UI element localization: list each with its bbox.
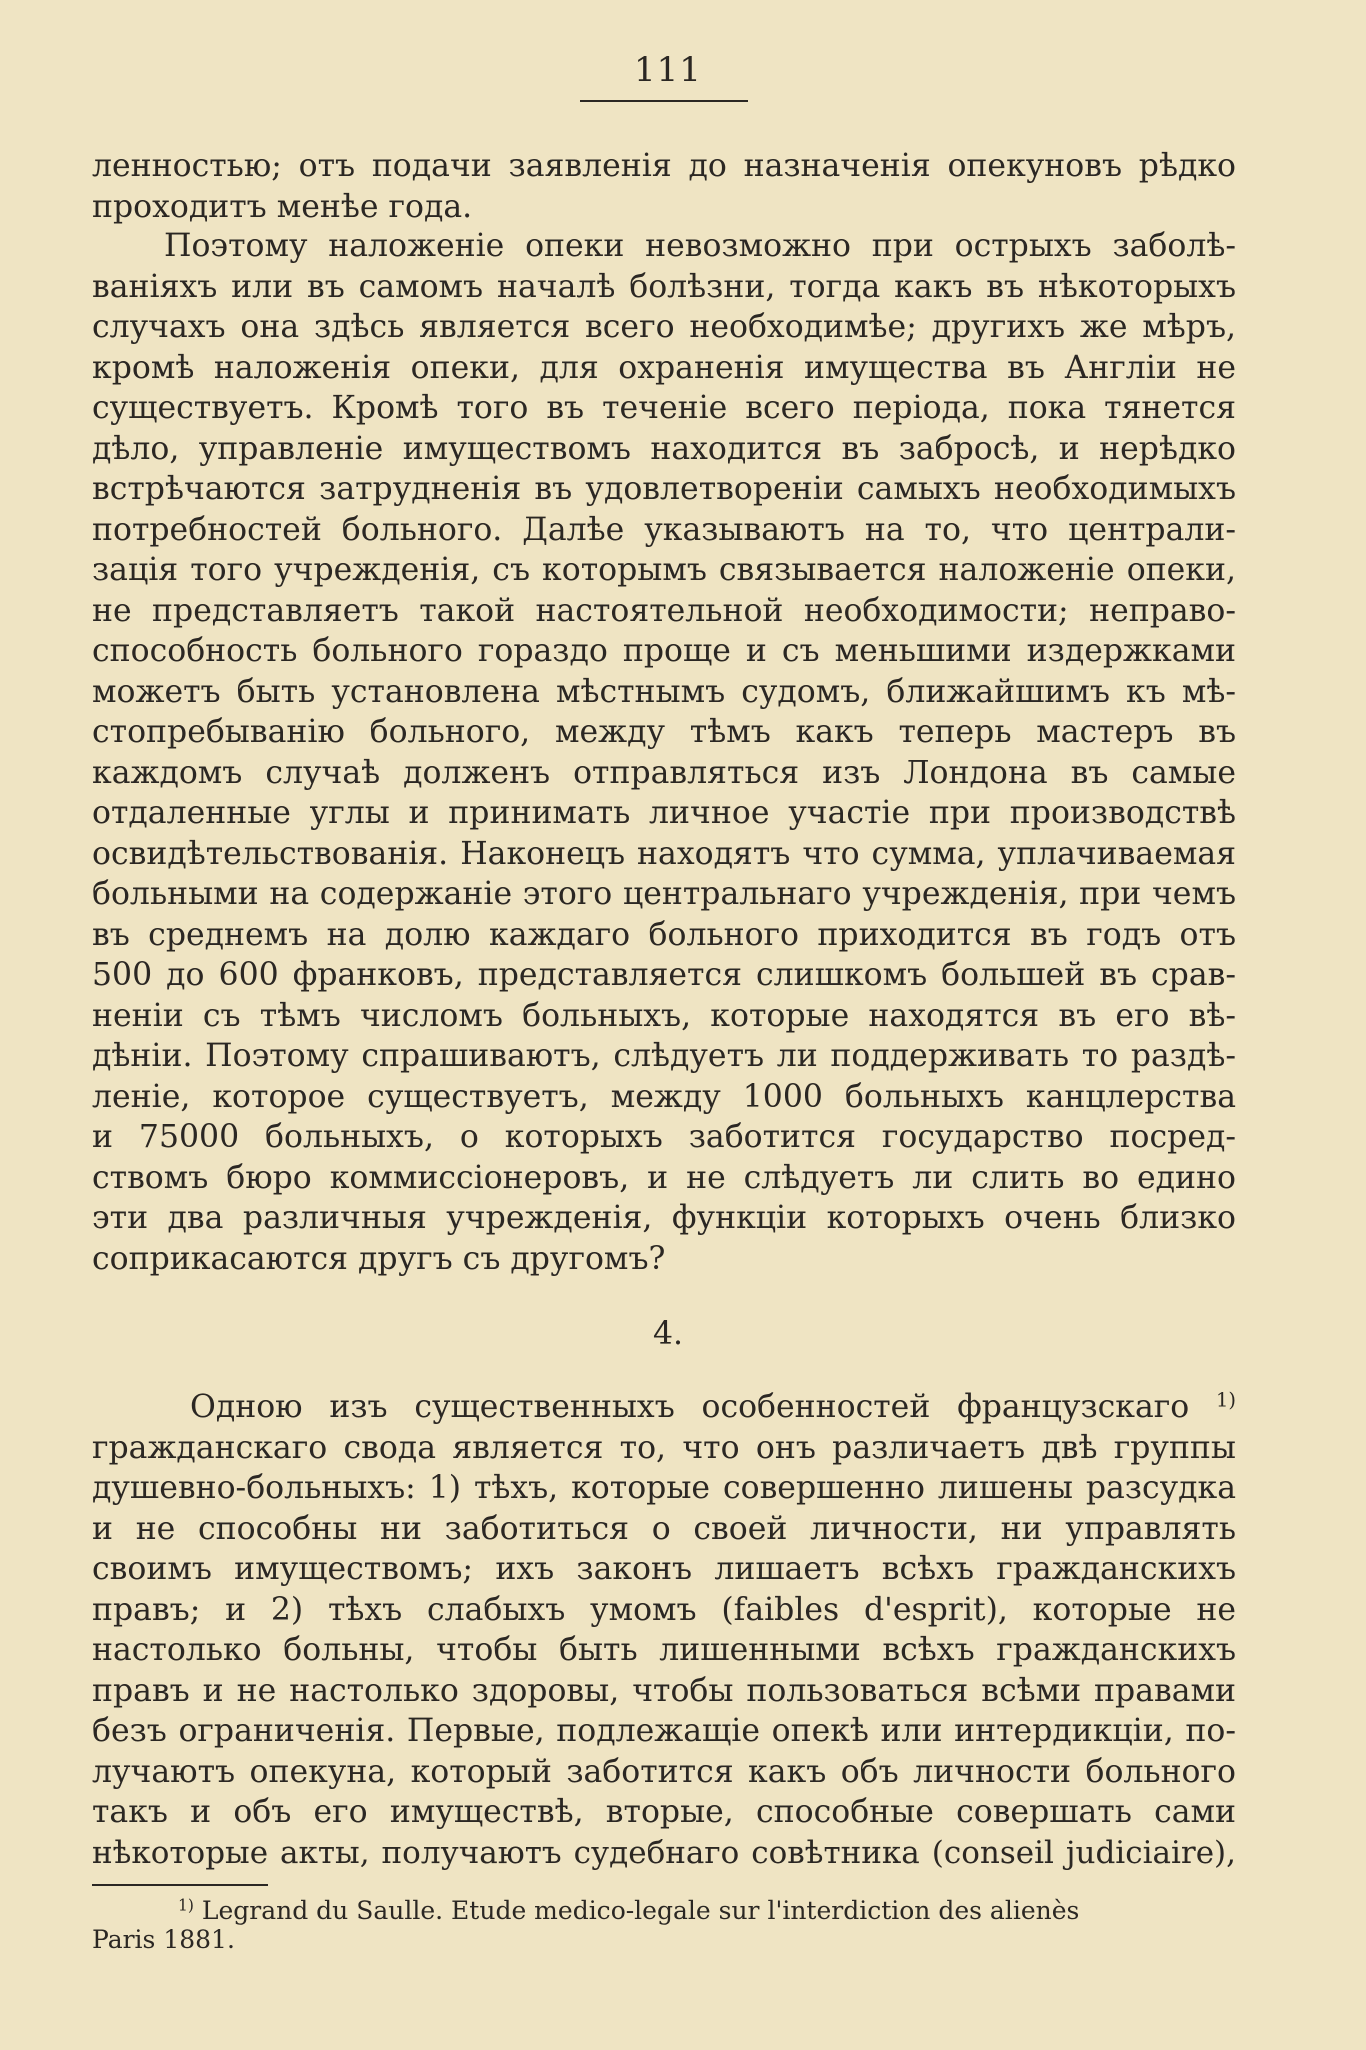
text-line-content: Одною изъ существенныхъ особенностей французскаго (190, 1389, 1190, 1425)
text-line: Поэтому наложеніе опеки невозможно при острыхъ заболѣ- (164, 228, 1236, 264)
text-line: правъ; и 2) тѣхъ слабыхъ умомъ (faibles d'esprit), которые не (92, 1591, 1236, 1628)
paragraph-criticism (92, 226, 1236, 1279)
text-line: эти два различныя учрежденія, функціи которыхъ очень близко (92, 1200, 1236, 1236)
text-line: соприкасаются другъ съ другомъ? (92, 1240, 666, 1277)
footnote (92, 1896, 1236, 1954)
text-line: нѣкоторые акты, получаютъ судебнаго совѣтника (conseil judiciaire), (92, 1834, 1236, 1871)
text-line: гражданскаго свода является то, что онъ различаетъ двѣ группы (92, 1429, 1236, 1466)
footnote-line (92, 1896, 1236, 1925)
text-line: зація того учрежденія, съ которымъ связывается наложеніе опеки, (92, 552, 1236, 588)
footnote-rule (92, 1884, 268, 1886)
text-line: существуетъ. Кромѣ того въ теченіе всего періода, пока тянется (92, 390, 1236, 426)
text-line: проходитъ менѣе года. (92, 188, 473, 225)
text-line: случахъ она здѣсь является всего необходимѣе; другихъ же мѣръ, (92, 309, 1236, 345)
text-line: и не способны ни заботиться о своей личности, ни управлять (92, 1510, 1236, 1547)
paragraph-continuation (92, 146, 1236, 227)
text-line: настолько больны, чтобы быть лишенными всѣхъ гражданскихъ (92, 1632, 1236, 1668)
text-line: дѣніи. Поэтому спрашиваютъ, слѣдуетъ ли поддерживать то раздѣ- (92, 1038, 1236, 1074)
text-line: способность больного гораздо проще и съ меньшими издержками (92, 633, 1236, 669)
text-line: 500 до 600 франковъ, представляется слишкомъ большей въ срав- (92, 957, 1236, 993)
text-line: потребностей больного. Далѣе указываютъ на то, что централи- (92, 511, 1236, 548)
text-line: и 75000 больныхъ, о которыхъ заботится государство посред- (92, 1119, 1236, 1155)
text-line: неніи съ тѣмъ числомъ больныхъ, которые находятся въ его вѣ- (92, 997, 1236, 1034)
text-line: душевно-больныхъ: 1) тѣхъ, которые совершенно лишены разсудка (92, 1470, 1236, 1506)
text-line: стопребыванію больного, между тѣмъ какъ теперь мастеръ въ (92, 714, 1236, 750)
text-line: кромѣ наложенія опеки, для охраненія имущества въ Англіи не (92, 349, 1236, 386)
text-line: ленностью; отъ подачи заявленія до назначенія опекуновъ рѣдко (92, 148, 1236, 184)
text-line: можетъ быть установлена мѣстнымъ судомъ, ближайшимъ къ мѣ- (92, 673, 1236, 710)
text-line: леніе, которое существуетъ, между 1000 больныхъ канцлерства (92, 1078, 1236, 1115)
text-line: въ среднемъ на долю каждаго больного приходится въ годъ отъ (92, 916, 1236, 953)
text-line: безъ ограниченія. Первые, подлежащіе опекѣ или интердикціи, по- (92, 1713, 1236, 1749)
text-line: не представляетъ такой настоятельной необходимости; неправо- (92, 592, 1236, 629)
footnote-line: Paris 1881. (92, 1925, 235, 1954)
text-line: каждомъ случаѣ долженъ отправляться изъ Лондона въ самые (92, 754, 1236, 791)
paragraph-french-code (92, 1387, 1236, 1873)
text-line: больными на содержаніе этого центральнаго учрежденія, при чемъ (92, 876, 1236, 912)
footnote-reference: 1) (1215, 1388, 1236, 1412)
text-line: лучаютъ опекуна, который заботится какъ объ личности больного (92, 1753, 1236, 1790)
text-line: отдаленные углы и принимать личное участіе при производствѣ (92, 795, 1236, 831)
text-line: своимъ имуществомъ; ихъ законъ лишаетъ всѣхъ гражданскихъ (92, 1551, 1236, 1587)
text-line: правъ и не настолько здоровы, чтобы пользоваться всѣми правами (92, 1672, 1236, 1709)
page-number: 111 (634, 50, 702, 90)
text-line: дѣло, управленіе имуществомъ находится въ забросѣ, и нерѣдко (92, 430, 1236, 467)
text-line: освидѣтельствованія. Наконецъ находятъ что сумма, уплачиваемая (92, 835, 1236, 872)
text-line: такъ и объ его имуществѣ, вторые, способные совершать сами (92, 1794, 1236, 1830)
footnote-marker: 1) (178, 1896, 194, 1915)
text-line: ваніяхъ или въ самомъ началѣ болѣзни, тогда какъ въ нѣкоторыхъ (92, 268, 1236, 305)
text-line (92, 1387, 1236, 1428)
footnote-citation: Legrand du Saulle. Etude medico-legale sur l'interdiction des alienès (201, 1896, 1080, 1925)
text-line: встрѣчаются затрудненія въ удовлетвореніи самыхъ необходимыхъ (92, 471, 1236, 507)
header-rule (580, 100, 748, 102)
text-line: ствомъ бюро коммиссіонеровъ, и не слѣдуетъ ли слить во едино (92, 1159, 1236, 1196)
section-number: 4. (652, 1316, 684, 1352)
